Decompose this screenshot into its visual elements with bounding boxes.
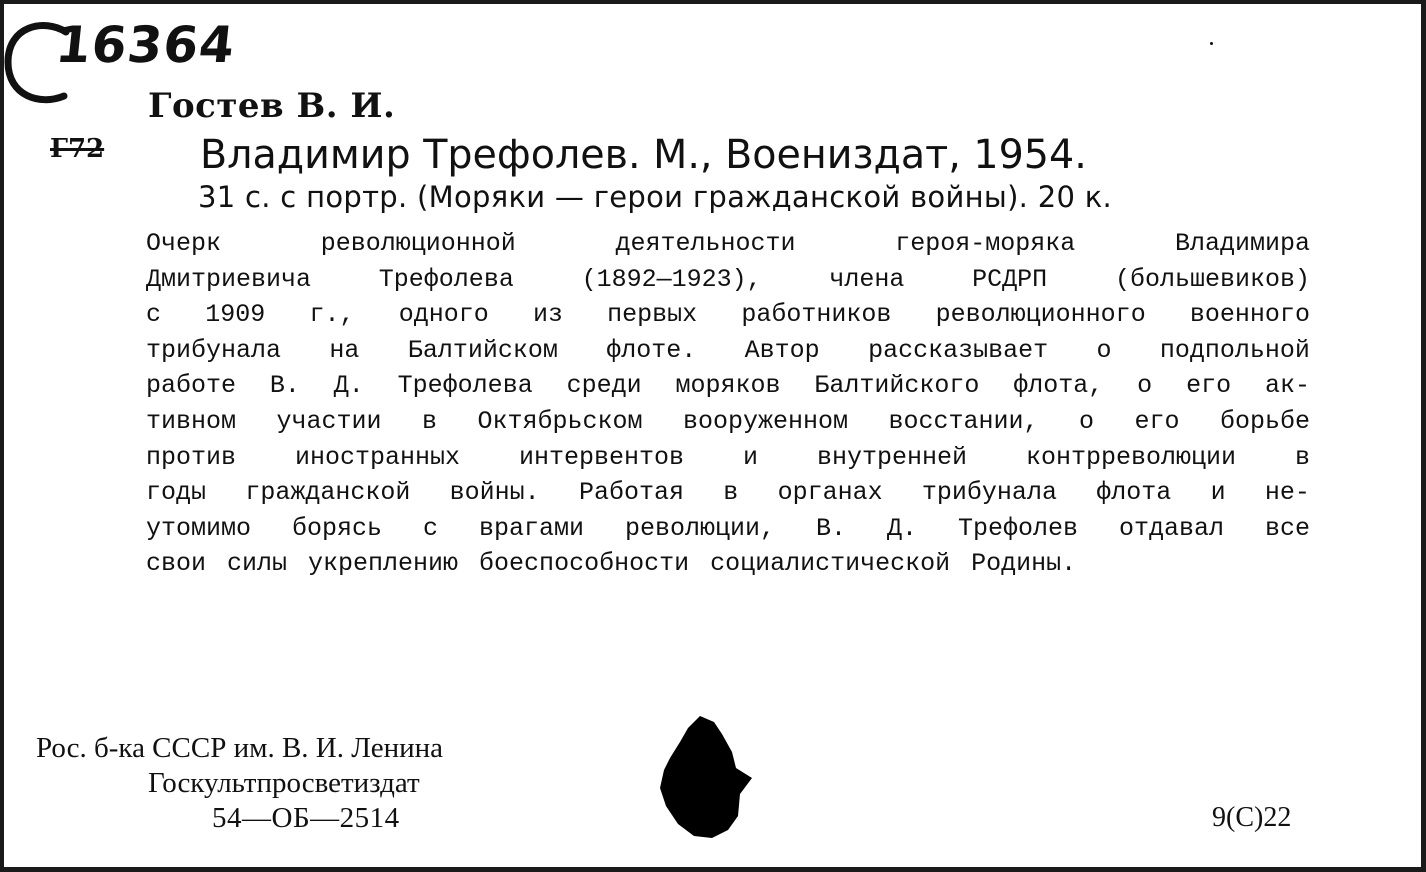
order-number: 54—ОБ—2514 xyxy=(212,802,400,834)
book-title: Владимир Трефолев. М., Воениздат, 1954. xyxy=(200,132,1087,178)
annotation-paragraph xyxy=(146,226,1310,582)
annotation-line: против иностранных интервентов и внутренней контрреволюции в xyxy=(146,442,1310,472)
annotation-line: с 1909 г., одного из первых работников революционного военного xyxy=(146,300,1310,330)
author-heading: Гостев В. И. xyxy=(148,86,396,126)
classification-code: 9(С)22 xyxy=(1212,802,1292,833)
shelf-mark: Г72 xyxy=(50,134,105,164)
annotation-line: работе В. Д. Трефолева среди моряков Балтийского флота, о его ак- xyxy=(146,371,1310,401)
annotation-line: тивном участии в Октябрьском вооруженном восстании, о его борьбе xyxy=(146,406,1310,436)
annotation-line: трибунала на Балтийском флоте. Автор рассказывает о подпольной xyxy=(146,335,1310,365)
library-imprint: Рос. б-ка СССР им. В. И. Ленина xyxy=(36,732,444,764)
annotation-line: свои силы укреплению боеспособности социалистической Родины. xyxy=(146,549,1077,579)
publication-details: 31 с. с портр. (Моряки — герои гражданской войны). 20 к. xyxy=(198,180,1113,214)
annotation-line: утомимо борясь с врагами революции, В. Д. Трефолев отдавал все xyxy=(146,513,1310,543)
punch-hole-blot xyxy=(656,712,756,842)
annotation-line: Дмитриевича Трефолева (1892—1923), члена РСДРП (большевиков) xyxy=(146,264,1310,294)
handwritten-call-number: 16364 xyxy=(52,16,239,74)
ink-speck xyxy=(1210,42,1213,45)
card-publisher: Госкультпросветиздат xyxy=(148,767,420,799)
annotation-line: Очерк революционной деятельности героя-моряка Владимира xyxy=(146,229,1310,258)
annotation-line: годы гражданской войны. Работая в органах трибунала флота и не- xyxy=(146,478,1310,508)
